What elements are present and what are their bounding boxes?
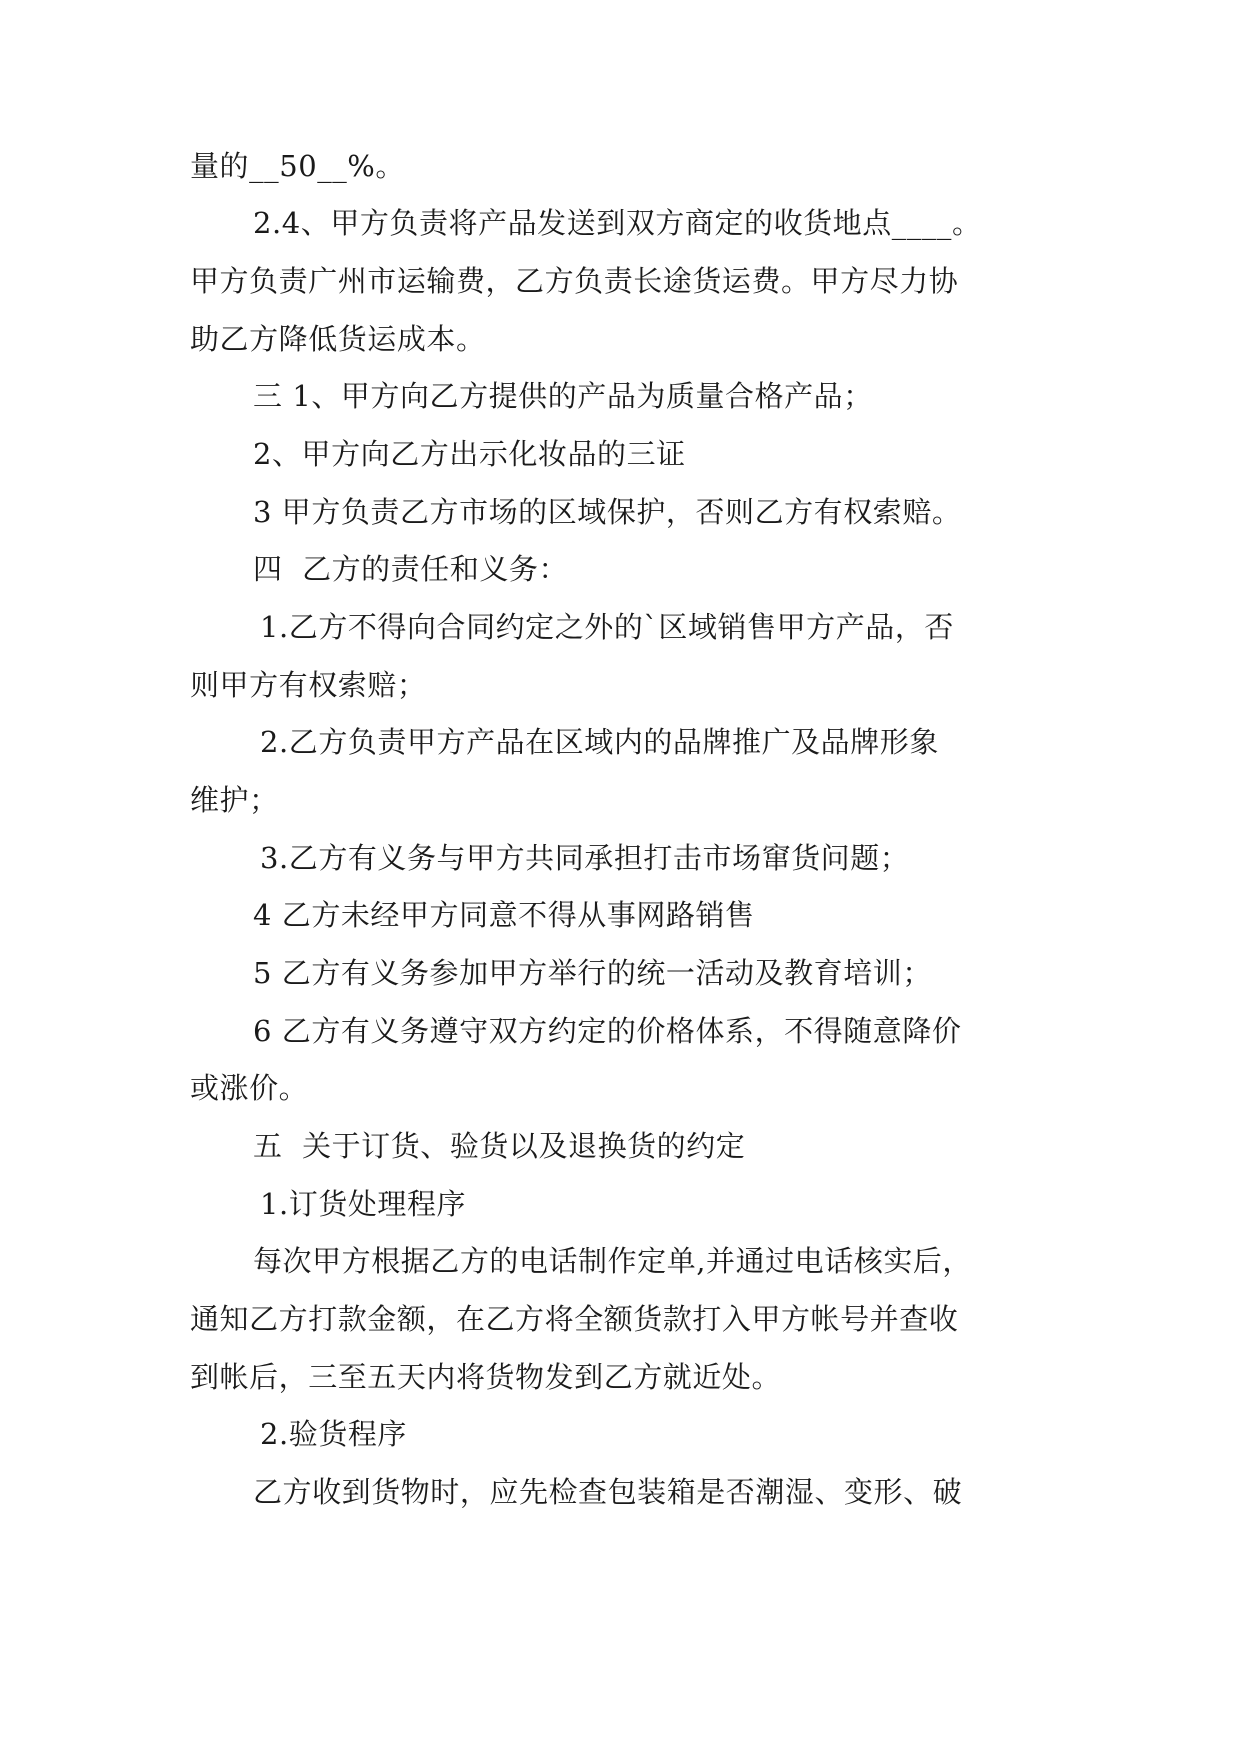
text-line: 4 乙方未经甲方同意不得从事网路销售 xyxy=(253,898,755,932)
text-line: 5 乙方有义务参加甲方举行的统一活动及教育培训； xyxy=(253,956,932,990)
text-line: 通知乙方打款金额，在乙方将全额货款打入甲方帐号并查收 xyxy=(190,1302,959,1336)
text-line: 每次甲方根据乙方的电话制作定单,并通过电话核实后， xyxy=(253,1244,972,1278)
text-line: 维护； xyxy=(190,783,279,817)
text-line: 量的__50__%。 xyxy=(190,149,405,183)
text-line: 或涨价。 xyxy=(190,1071,309,1105)
text-line: 乙方收到货物时，应先检查包装箱是否潮湿、变形、破 xyxy=(253,1475,963,1509)
text-line: 助乙方降低货运成本。 xyxy=(190,322,486,356)
text-line: 到帐后，三至五天内将货物发到乙方就近处。 xyxy=(190,1360,782,1394)
text-line: 1.订货处理程序 xyxy=(260,1187,467,1221)
text-line: 2.4、甲方负责将产品发送到双方商定的收货地点____。 xyxy=(253,206,982,240)
text-line: 四 乙方的责任和义务： xyxy=(253,552,569,586)
text-line: 甲方负责广州市运输费，乙方负责长途货运费。甲方尽力协 xyxy=(190,264,959,298)
text-line: 1.乙方不得向合同约定之外的`区域销售甲方产品，否 xyxy=(260,610,954,644)
text-line: 五 关于订货、验货以及退换货的约定 xyxy=(253,1129,746,1163)
text-line: 2.验货程序 xyxy=(260,1417,407,1451)
text-line: 2、甲方向乙方出示化妆品的三证 xyxy=(253,437,686,471)
text-line: 6 乙方有义务遵守双方约定的价格体系，不得随意降价 xyxy=(253,1014,962,1048)
text-line: 3 甲方负责乙方市场的区域保护，否则乙方有权索赔。 xyxy=(253,495,962,529)
text-line: 3.乙方有义务与甲方共同承担打击市场窜货问题； xyxy=(260,841,910,875)
text-line: 则甲方有权索赔； xyxy=(190,668,427,702)
text-line: 2.乙方负责甲方产品在区域内的品牌推广及品牌形象 xyxy=(260,725,939,759)
text-line: 三 1、甲方向乙方提供的产品为质量合格产品； xyxy=(253,379,873,413)
